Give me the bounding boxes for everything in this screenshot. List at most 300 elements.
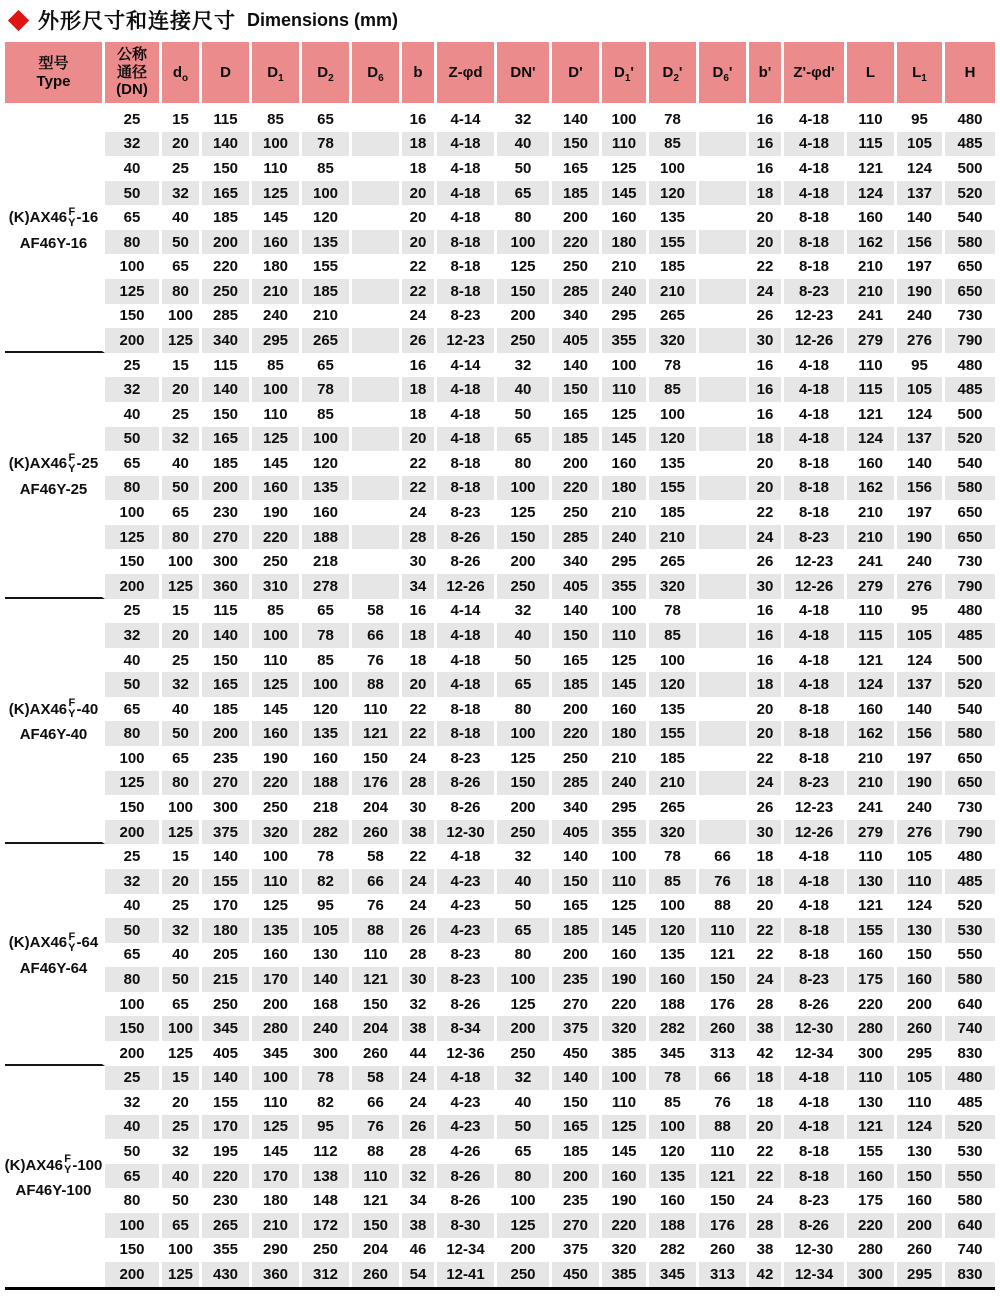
table-cell: 32 [402, 992, 437, 1017]
table-cell: 112 [302, 1139, 352, 1164]
table-cell: 44 [402, 1041, 437, 1066]
table-cell: 40 [105, 894, 162, 919]
table-cell: 210 [847, 525, 897, 550]
table-cell: 100 [162, 1238, 202, 1263]
table-cell: 85 [252, 353, 302, 378]
table-cell: 110 [252, 1090, 302, 1115]
table-cell: 110 [602, 623, 649, 648]
table-cell: 220 [847, 1213, 897, 1238]
type-model-label [9, 698, 98, 720]
table-cell: 22 [402, 844, 437, 869]
table-cell: 16 [402, 353, 437, 378]
table-cell: 16 [749, 377, 784, 402]
table-cell: 360 [252, 1262, 302, 1287]
table-cell: 88 [352, 1139, 402, 1164]
table-cell: 188 [302, 525, 352, 550]
table-cell: 200 [552, 1164, 602, 1189]
table-cell: 115 [202, 599, 252, 624]
type-alt-label: AF46Y-64 [19, 959, 88, 977]
table-cell [699, 746, 749, 771]
table-cell: 8-23 [437, 967, 497, 992]
table-cell [699, 697, 749, 722]
table-cell: 650 [945, 500, 995, 525]
table-cell: 235 [552, 1188, 602, 1213]
table-cell: 30 [749, 820, 784, 845]
table-cell: 137 [897, 427, 945, 452]
table-cell: 210 [649, 279, 699, 304]
table-cell: 170 [202, 894, 252, 919]
table-cell: 250 [252, 795, 302, 820]
table-cell: 30 [749, 574, 784, 599]
table-cell: 170 [252, 1164, 302, 1189]
table-cell: 76 [699, 869, 749, 894]
header-cell [847, 42, 897, 107]
table-cell: 15 [162, 107, 202, 132]
table-cell: 295 [252, 328, 302, 353]
table-cell: 140 [552, 844, 602, 869]
table-cell: 88 [699, 1115, 749, 1140]
table-cell: 38 [749, 1016, 784, 1041]
table-cell: 730 [945, 549, 995, 574]
table-cell: 125 [105, 525, 162, 550]
table-cell: 730 [945, 304, 995, 329]
table-cell: 30 [749, 328, 784, 353]
table-cell: 200 [202, 476, 252, 501]
type-fy-stack [68, 207, 75, 229]
table-cell: 345 [649, 1041, 699, 1066]
table-cell: 405 [202, 1041, 252, 1066]
table-cell [699, 107, 749, 132]
table-cell: 150 [497, 525, 552, 550]
table-cell: 130 [897, 1139, 945, 1164]
table-cell: 285 [552, 279, 602, 304]
table-cell: 100 [302, 672, 352, 697]
table-cell: 42 [749, 1262, 784, 1287]
table-cell: 150 [552, 1090, 602, 1115]
table-cell: 265 [649, 549, 699, 574]
table-cell: 80 [105, 721, 162, 746]
table-cell: 105 [897, 1066, 945, 1091]
table-cell: 18 [402, 377, 437, 402]
table-cell: 200 [252, 992, 302, 1017]
table-cell [352, 353, 402, 378]
table-cell: 220 [552, 476, 602, 501]
table-cell [352, 402, 402, 427]
table-cell: 8-18 [784, 230, 847, 255]
table-cell: 50 [497, 156, 552, 181]
table-cell: 200 [497, 304, 552, 329]
table-cell: 65 [497, 427, 552, 452]
table-cell: 65 [105, 943, 162, 968]
table-cell: 85 [302, 156, 352, 181]
table-cell: 355 [602, 820, 649, 845]
table-cell: 150 [699, 967, 749, 992]
table-cell: 12-36 [437, 1041, 497, 1066]
table-cell: 65 [497, 672, 552, 697]
table-cell: 240 [897, 304, 945, 329]
table-cell: 210 [847, 254, 897, 279]
table-cell: 110 [602, 1090, 649, 1115]
header-label: $d_o$ [172, 63, 189, 84]
table-cell: 200 [202, 230, 252, 255]
table-cell: 276 [897, 820, 945, 845]
table-cell: 220 [847, 992, 897, 1017]
table-cell: 160 [847, 943, 897, 968]
table-cell: 530 [945, 1139, 995, 1164]
table-cell: 85 [649, 132, 699, 157]
table-cell: 25 [105, 107, 162, 132]
table-cell: 200 [105, 820, 162, 845]
table-cell: 30 [402, 967, 437, 992]
table-cell: 125 [162, 820, 202, 845]
table-cell: 190 [897, 771, 945, 796]
table-cell: 8-18 [784, 721, 847, 746]
header-label: $D_2$ [317, 63, 334, 84]
header-label: H [964, 63, 976, 81]
table-cell: 276 [897, 574, 945, 599]
table-cell: 285 [552, 525, 602, 550]
table-cell: 18 [749, 844, 784, 869]
table-cell: 65 [105, 205, 162, 230]
table-cell: 85 [302, 402, 352, 427]
table-cell: 22 [749, 500, 784, 525]
table-cell: 290 [252, 1238, 302, 1263]
type-fy-stack [64, 1154, 71, 1176]
table-cell: 580 [945, 476, 995, 501]
table-cell: 250 [202, 279, 252, 304]
table-cell: 140 [202, 623, 252, 648]
table-cell: 12-30 [784, 1238, 847, 1263]
table-cell: 12-26 [784, 328, 847, 353]
table-cell [699, 820, 749, 845]
table-cell: 20 [749, 1115, 784, 1140]
table-cell: 190 [602, 1188, 649, 1213]
table-cell: 160 [302, 500, 352, 525]
table-cell: 4-14 [437, 107, 497, 132]
type-group-cell [5, 353, 105, 599]
table-cell: 135 [649, 451, 699, 476]
table-cell: 125 [162, 1041, 202, 1066]
table-cell: 155 [649, 230, 699, 255]
table-cell: 500 [945, 156, 995, 181]
table-cell: 130 [897, 918, 945, 943]
table-cell: 204 [352, 1016, 402, 1041]
table-cell: 8-18 [784, 697, 847, 722]
table-cell: 160 [602, 451, 649, 476]
table-cell: 100 [105, 254, 162, 279]
table-cell: 125 [497, 1213, 552, 1238]
table-cell [699, 304, 749, 329]
table-cell: 375 [552, 1238, 602, 1263]
table-cell: 156 [897, 476, 945, 501]
table-cell: 140 [202, 844, 252, 869]
table-cell: 155 [847, 1139, 897, 1164]
table-cell: 110 [699, 918, 749, 943]
table-cell: 150 [699, 1188, 749, 1213]
table-cell: 124 [897, 894, 945, 919]
table-cell: 15 [162, 1066, 202, 1091]
table-cell: 20 [749, 205, 784, 230]
table-cell: 82 [302, 1090, 352, 1115]
table-cell: 120 [649, 1139, 699, 1164]
table-cell: 76 [352, 1115, 402, 1140]
table-cell: 8-23 [437, 304, 497, 329]
table-cell: 150 [497, 771, 552, 796]
table-cell: 32 [497, 599, 552, 624]
table-cell: 105 [897, 844, 945, 869]
table-cell: 8-18 [784, 1164, 847, 1189]
table-cell: 38 [402, 1213, 437, 1238]
table-cell: 24 [749, 279, 784, 304]
table-cell [352, 156, 402, 181]
table-cell: 240 [252, 304, 302, 329]
type-model-label [9, 453, 98, 475]
table-cell: 20 [749, 476, 784, 501]
table-cell: 28 [402, 525, 437, 550]
table-cell: 65 [302, 599, 352, 624]
table-cell: 25 [162, 156, 202, 181]
header-label-line: 公称 [116, 45, 147, 63]
table-cell: 282 [649, 1016, 699, 1041]
header-label-line: 通径 [116, 63, 147, 81]
type-prefix: (K)AX46 [8, 209, 68, 227]
table-cell: 4-26 [437, 1139, 497, 1164]
table-cell: 40 [162, 697, 202, 722]
table-cell: 580 [945, 1188, 995, 1213]
table-cell: 4-18 [784, 353, 847, 378]
table-cell [352, 476, 402, 501]
table-cell: 18 [402, 156, 437, 181]
table-cell: 26 [749, 549, 784, 574]
table-cell: 8-23 [437, 746, 497, 771]
table-cell [699, 623, 749, 648]
table-cell: 105 [302, 918, 352, 943]
table-cell: 160 [897, 1188, 945, 1213]
table-cell: 210 [649, 771, 699, 796]
table-cell: 140 [552, 1066, 602, 1091]
table-cell: 180 [602, 476, 649, 501]
table-cell: 250 [497, 1041, 552, 1066]
table-cell: 176 [699, 992, 749, 1017]
type-suffix: -16 [76, 209, 99, 227]
table-cell: 8-18 [784, 500, 847, 525]
table-cell: 85 [649, 1090, 699, 1115]
table-cell: 32 [497, 844, 552, 869]
type-lower: Y [64, 1164, 72, 1177]
table-cell: 241 [847, 795, 897, 820]
table-cell: 65 [497, 918, 552, 943]
table-cell: 175 [847, 967, 897, 992]
table-cell: 4-23 [437, 1115, 497, 1140]
table-cell: 25 [162, 648, 202, 673]
table-cell: 85 [649, 623, 699, 648]
table-cell: 235 [202, 746, 252, 771]
table-cell: 110 [352, 1164, 402, 1189]
section-title-zh: 外形尺寸和连接尺寸 [38, 10, 236, 33]
header-label: Z'-φd' [793, 63, 835, 81]
table-cell: 22 [749, 918, 784, 943]
table-cell: 80 [162, 279, 202, 304]
table-cell: 65 [162, 254, 202, 279]
table-cell [352, 549, 402, 574]
table-cell: 185 [552, 918, 602, 943]
table-cell: 150 [552, 623, 602, 648]
table-cell: 78 [302, 844, 352, 869]
header-cell [897, 42, 945, 107]
table-cell: 121 [847, 1115, 897, 1140]
table-cell: 200 [105, 1262, 162, 1287]
table-cell: 162 [847, 721, 897, 746]
table-cell: 250 [252, 549, 302, 574]
header-cell [5, 42, 105, 107]
table-cell: 640 [945, 992, 995, 1017]
table-cell: 8-23 [437, 500, 497, 525]
table-cell: 24 [749, 525, 784, 550]
table-cell: 16 [749, 107, 784, 132]
table-cell: 135 [252, 918, 302, 943]
table-cell [699, 377, 749, 402]
table-cell: 300 [202, 549, 252, 574]
type-suffix: -100 [72, 1156, 103, 1174]
table-cell: 16 [749, 132, 784, 157]
table-cell: 18 [402, 648, 437, 673]
table-cell: 32 [105, 132, 162, 157]
table-cell: 4-18 [437, 1066, 497, 1091]
table-cell: 124 [897, 1115, 945, 1140]
table-cell: 18 [749, 427, 784, 452]
table-cell: 312 [302, 1262, 352, 1287]
table-cell: 185 [302, 279, 352, 304]
table-cell: 80 [105, 476, 162, 501]
table-cell: 162 [847, 230, 897, 255]
table-cell: 385 [602, 1041, 649, 1066]
table-cell: 241 [847, 304, 897, 329]
table-cell: 110 [252, 648, 302, 673]
table-cell: 480 [945, 844, 995, 869]
table-cell: 105 [897, 132, 945, 157]
table-cell: 650 [945, 746, 995, 771]
table-cell: 125 [105, 279, 162, 304]
table-cell: 210 [847, 279, 897, 304]
table-cell: 313 [699, 1262, 749, 1287]
table-cell: 4-23 [437, 869, 497, 894]
table-cell: 204 [352, 1238, 402, 1263]
table-cell: 160 [602, 1164, 649, 1189]
table-cell: 24 [402, 304, 437, 329]
table-cell: 40 [105, 648, 162, 673]
table-cell: 430 [202, 1262, 252, 1287]
table-cell: 480 [945, 1066, 995, 1091]
table-cell: 150 [897, 943, 945, 968]
table-cell: 50 [105, 181, 162, 206]
table-cell: 176 [352, 771, 402, 796]
table-cell: 165 [202, 181, 252, 206]
table-cell: 42 [749, 1041, 784, 1066]
table-cell: 124 [897, 402, 945, 427]
table-cell: 121 [352, 1188, 402, 1213]
table-cell [699, 549, 749, 574]
table-cell: 300 [202, 795, 252, 820]
table-cell: 520 [945, 1115, 995, 1140]
table-cell: 8-18 [784, 918, 847, 943]
table-cell: 145 [252, 697, 302, 722]
table-cell: 25 [162, 402, 202, 427]
table-cell: 25 [105, 353, 162, 378]
table-cell: 130 [847, 1090, 897, 1115]
header-cell [302, 42, 352, 107]
table-cell [699, 500, 749, 525]
table-cell: 185 [649, 746, 699, 771]
table-cell: 210 [847, 500, 897, 525]
table-cell: 150 [105, 304, 162, 329]
table-cell: 125 [162, 1262, 202, 1287]
table-cell: 76 [699, 1090, 749, 1115]
table-cell: 40 [497, 132, 552, 157]
table-cell [352, 132, 402, 157]
table-cell: 4-18 [784, 181, 847, 206]
table-cell: 65 [105, 697, 162, 722]
table-cell: 155 [202, 1090, 252, 1115]
table-cell: 8-18 [437, 697, 497, 722]
table-cell: 85 [649, 377, 699, 402]
table-cell: 150 [202, 648, 252, 673]
table-cell: 105 [897, 377, 945, 402]
table-cell: 124 [897, 156, 945, 181]
table-cell: 100 [252, 132, 302, 157]
table-cell: 160 [602, 943, 649, 968]
table-cell: 125 [497, 746, 552, 771]
table-cell: 830 [945, 1041, 995, 1066]
table-cell: 30 [402, 549, 437, 574]
table-cell: 4-18 [437, 402, 497, 427]
table-cell: 137 [897, 181, 945, 206]
table-cell: 260 [352, 1262, 402, 1287]
table-cell: 78 [302, 1066, 352, 1091]
table-cell: 160 [252, 721, 302, 746]
table-cell: 34 [402, 1188, 437, 1213]
table-cell: 110 [897, 869, 945, 894]
type-suffix: -64 [76, 934, 99, 952]
table-cell: 65 [497, 1139, 552, 1164]
table-cell: 150 [552, 132, 602, 157]
table-cell: 168 [302, 992, 352, 1017]
table-cell: 300 [847, 1041, 897, 1066]
table-cell: 125 [602, 894, 649, 919]
table-cell [352, 107, 402, 132]
table-cell: 165 [202, 672, 252, 697]
table-cell: 355 [602, 574, 649, 599]
table-cell [699, 181, 749, 206]
table-cell: 310 [252, 574, 302, 599]
table-cell: 18 [749, 1090, 784, 1115]
table-cell: 26 [402, 328, 437, 353]
table-cell [352, 304, 402, 329]
table-cell: 8-23 [784, 771, 847, 796]
table-cell: 110 [352, 943, 402, 968]
table-cell: 145 [252, 1139, 302, 1164]
table-cell: 125 [105, 771, 162, 796]
table-cell: 125 [252, 672, 302, 697]
table-cell: 260 [352, 820, 402, 845]
table-cell: 140 [897, 451, 945, 476]
type-upper: F [68, 697, 76, 710]
table-cell: 20 [402, 181, 437, 206]
table-cell: 66 [699, 1066, 749, 1091]
header-cell [649, 42, 699, 107]
table-cell: 250 [552, 500, 602, 525]
table-cell: 22 [402, 254, 437, 279]
table-cell: 162 [847, 476, 897, 501]
